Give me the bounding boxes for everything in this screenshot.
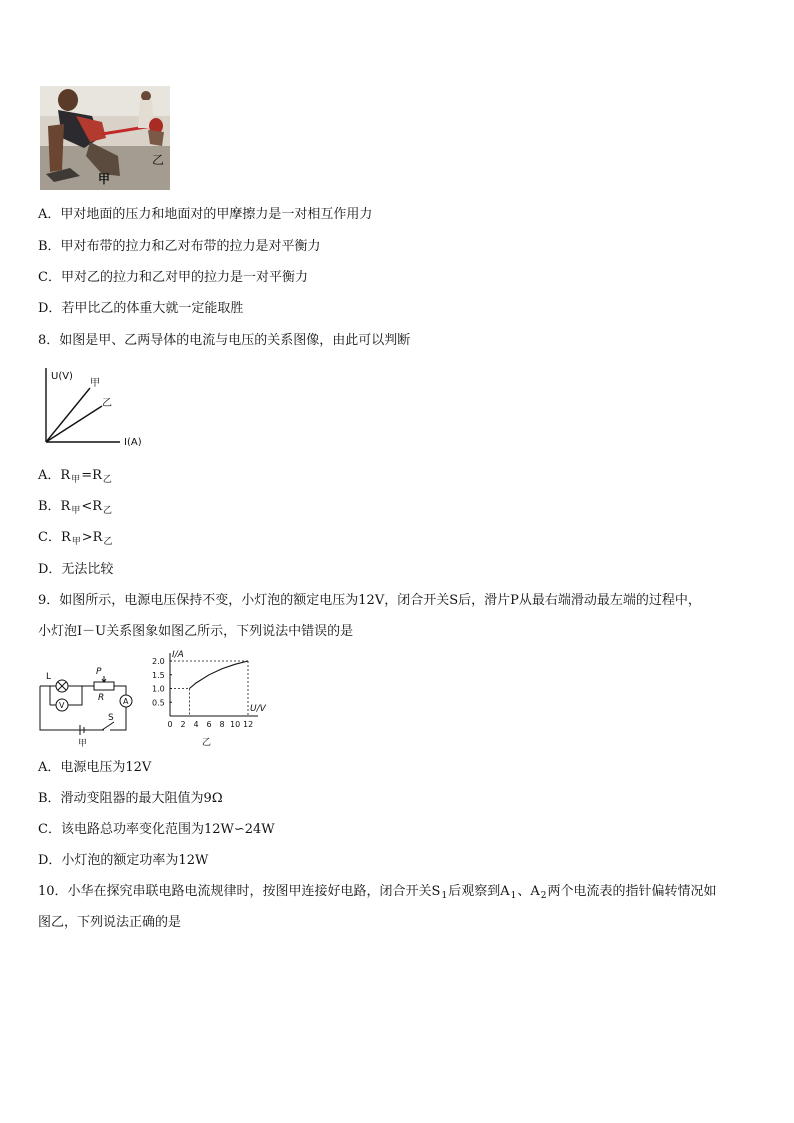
q9-x-axis-label: U/V xyxy=(250,704,266,714)
q9-x-tick-label: 10 xyxy=(230,720,241,729)
q9-graph-caption: 乙 xyxy=(202,738,212,748)
q9-y-axis-label: I/A xyxy=(172,650,184,660)
q8-option-b-sub2: 乙 xyxy=(103,506,113,516)
q9-y-tick-label: 1.0 xyxy=(152,684,165,694)
q9-circuit-diagram xyxy=(36,662,140,748)
q9-option-c: C．该电路总功率变化范围为12W∽24W xyxy=(38,822,275,837)
circuit-slider-label: P xyxy=(96,667,102,677)
q8-label-jia: 甲 xyxy=(90,378,100,389)
q9-option-d: D．小灯泡的额定功率为12W xyxy=(38,853,209,868)
q8-x-axis-label: I(A) xyxy=(124,437,142,446)
q7-option-a: A．甲对地面的压力和地面对的甲摩擦力是一对相互作用力 xyxy=(38,207,373,222)
q8-option-b-op: <R xyxy=(81,499,103,514)
q9-x-tick-label: 12 xyxy=(243,720,254,729)
q9-x-tick-label: 0 xyxy=(167,720,173,729)
tug-of-war-photo xyxy=(40,86,170,190)
circuit-voltmeter-label: V xyxy=(59,701,65,710)
q8-option-a-op: =R xyxy=(81,468,102,483)
q8-option-a-sub1: 甲 xyxy=(71,475,81,485)
q10-s-sub: 1 xyxy=(441,891,448,901)
q8-option-a xyxy=(38,467,113,486)
q9-chart-svg xyxy=(150,647,272,749)
q8-graph-svg xyxy=(38,366,154,446)
q8-option-c-sub1: 甲 xyxy=(71,537,81,547)
q9-x-tick-label: 6 xyxy=(206,720,212,729)
q10-stem-line2: 图乙，下列说法正确的是 xyxy=(38,915,182,930)
q8-option-d-prefix: D．无法比较 xyxy=(38,562,114,577)
q9-x-tick-label: 4 xyxy=(193,720,199,729)
q9-y-tick-label: 0.5 xyxy=(152,698,165,708)
q10-a1-sub: 1 xyxy=(510,891,517,901)
q10-text-c: 、A xyxy=(517,884,540,899)
q8-line-yi xyxy=(46,406,102,442)
q8-stem: 8．如图是甲、乙两导体的电流与电压的关系图像，由此可以判断 xyxy=(38,333,411,348)
q10-text-a: 10．小华在探究串联电路电流规律时，按图甲连接好电路，闭合开关S xyxy=(38,884,441,899)
circuit-ammeter-label: A xyxy=(123,697,129,706)
q9-y-tick-label: 2.0 xyxy=(152,657,165,666)
q8-option-d xyxy=(38,561,113,579)
q9-option-a: A．电源电压为12V xyxy=(38,760,152,775)
q9-x-tick-label: 2 xyxy=(180,720,186,729)
q9-circuit-svg xyxy=(36,662,140,748)
q8-option-c-prefix: C．R xyxy=(38,530,71,545)
q8-option-b-sub1: 甲 xyxy=(71,506,81,516)
q8-option-c-op: >R xyxy=(81,530,103,545)
q7-option-d: D．若甲比乙的体重大就一定能取胜 xyxy=(38,301,244,316)
circuit-switch-label: S xyxy=(108,713,114,723)
q9-x-tick-label: 8 xyxy=(219,720,225,729)
q8-y-axis-label: U(V) xyxy=(51,371,73,382)
photo-label-jia: 甲 xyxy=(98,172,111,186)
q8-u-i-graph xyxy=(38,366,154,446)
q9-stem-line1: 9．如图所示，电源电压保持不变，小灯泡的额定电压为12V，闭合开关S后，滑片P从最右端滑动最左端的过程中， xyxy=(38,593,701,608)
photo-label-yi: 乙 xyxy=(152,153,165,167)
q9-stem-line2: 小灯泡I－U关系图象如图乙所示，下列说法中错误的是 xyxy=(38,624,354,639)
tug-of-war-illustration xyxy=(40,86,170,190)
q8-option-c-sub2: 乙 xyxy=(103,537,113,547)
q8-label-yi: 乙 xyxy=(102,398,112,409)
q10-text-b: 后观察到A xyxy=(448,884,510,899)
q10-a2-sub: 2 xyxy=(540,891,547,901)
q8-option-b xyxy=(38,498,113,517)
circuit-lamp-label: L xyxy=(46,672,52,682)
q10-stem-line1 xyxy=(38,883,716,902)
q8-option-b-prefix: B．R xyxy=(38,499,71,514)
circuit-caption: 甲 xyxy=(78,739,88,748)
q9-curve xyxy=(190,661,249,689)
q9-option-b: B．滑动变阻器的最大阻值为9Ω xyxy=(38,791,223,806)
q9-i-u-graph xyxy=(150,647,272,749)
circuit-resistor-label: R xyxy=(98,693,105,703)
q9-y-tick-label: 1.5 xyxy=(152,670,165,680)
q8-option-a-sub2: 乙 xyxy=(102,475,112,485)
q8-line-jia xyxy=(46,388,90,442)
q7-option-b: B．甲对布带的拉力和乙对布带的拉力是对平衡力 xyxy=(38,239,321,254)
q10-text-d: 两个电流表的指针偏转情况如 xyxy=(547,884,717,899)
q7-option-c: C．甲对乙的拉力和乙对甲的拉力是一对平衡力 xyxy=(38,270,308,285)
q8-option-a-prefix: A．R xyxy=(38,468,71,483)
q8-option-c xyxy=(38,529,113,548)
